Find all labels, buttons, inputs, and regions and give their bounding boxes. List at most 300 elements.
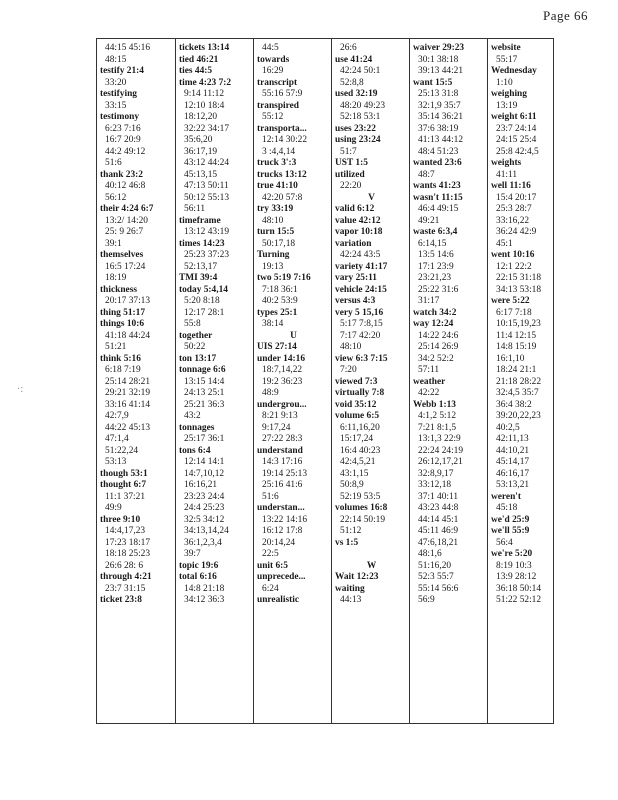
index-term: view 6:3 7:15 xyxy=(335,353,388,364)
index-column-5 xyxy=(409,39,487,723)
index-reference: 26:12,17,21 xyxy=(418,457,463,467)
section-letter-label: V xyxy=(358,193,385,205)
index-reference: 41:13 44:12 xyxy=(418,135,464,145)
index-reference: 39:1 xyxy=(105,238,122,249)
index-reference: 16:16,21 xyxy=(184,480,218,490)
index-reference: 18:19 xyxy=(105,273,127,283)
index-term: unrealistic xyxy=(257,595,300,605)
index-term: true 41:10 xyxy=(257,181,298,191)
index-term: thought 6:7 xyxy=(100,480,147,490)
index-reference: 39:7 xyxy=(184,549,201,559)
index-reference: 6:17 7:18 xyxy=(496,307,532,318)
index-term: tied 46:21 xyxy=(179,54,219,65)
index-term: weather xyxy=(413,376,446,387)
index-reference: 47:13 50:11 xyxy=(184,181,229,191)
index-reference: 39:20,22,23 xyxy=(496,411,541,421)
index-reference: 7:18 36:1 xyxy=(262,284,298,295)
index-reference: 15:17,24 xyxy=(340,434,374,444)
index-reference: 55:17 xyxy=(496,54,518,65)
index-reference: 48:10 xyxy=(262,215,284,226)
index-term: tonnages xyxy=(179,422,215,433)
index-term: two 5:19 7:16 xyxy=(257,273,311,283)
index-reference: 48:4 51:23 xyxy=(418,146,459,157)
index-reference: 6:23 7:16 xyxy=(105,123,141,134)
index-spacer xyxy=(335,549,408,561)
index-reference: 49:9 xyxy=(105,503,122,513)
index-reference: 32:1,9 35:7 xyxy=(418,100,461,111)
section-letter-label: U xyxy=(280,331,307,343)
index-reference: 22:15 31:18 xyxy=(496,273,542,283)
index-reference: 33:12,18 xyxy=(418,480,452,490)
index-reference: 55:12 xyxy=(262,112,284,122)
index-term: vapor 10:18 xyxy=(335,227,383,237)
index-reference: 31:17 xyxy=(418,296,440,306)
index-reference: 22:14 50:19 xyxy=(340,514,386,525)
index-reference: 57:11 xyxy=(418,365,440,375)
index-reference: 42:24 43:5 xyxy=(340,250,381,260)
index-reference: 16:7 20:9 xyxy=(105,135,141,145)
index-reference: 44:13 xyxy=(340,595,362,605)
index-reference: 13:12 43:19 xyxy=(184,227,230,237)
section-letter xyxy=(257,331,330,343)
index-term: valid 6:12 xyxy=(335,204,375,214)
index-term: want 15:5 xyxy=(413,77,453,88)
index-reference: 51:12 xyxy=(340,526,362,536)
index-term: testifying xyxy=(100,89,137,99)
index-reference: 6:24 xyxy=(262,583,279,594)
index-reference: 16:5 17:24 xyxy=(105,261,146,272)
index-reference: 26:6 28: 6 xyxy=(105,560,144,571)
index-term: testify 21:4 xyxy=(100,66,144,76)
index-column-1 xyxy=(97,39,175,723)
index-reference: 24:13 25:1 xyxy=(184,388,225,398)
index-reference: 36:18 50:14 xyxy=(496,583,542,594)
index-term: weight 6:11 xyxy=(491,112,537,122)
index-reference: 14:3 17:16 xyxy=(262,457,303,467)
index-term: their 4:24 6:7 xyxy=(100,204,154,214)
index-term: we'll 55:9 xyxy=(491,526,530,536)
index-reference: 18:24 21:1 xyxy=(496,365,537,375)
index-term: Webb 1:13 xyxy=(413,399,456,410)
index-reference: 50:8,9 xyxy=(340,480,364,490)
index-term: thickness xyxy=(100,284,137,295)
index-term: weights xyxy=(491,158,522,168)
index-reference: 37:1 40:11 xyxy=(418,491,459,502)
index-reference: 7:20 xyxy=(340,365,357,375)
index-reference: 36:24 42:9 xyxy=(496,227,537,237)
index-reference: 37:6 38:19 xyxy=(418,123,459,134)
index-reference: 25: 9 26:7 xyxy=(105,227,144,237)
index-reference: 12:10 18:4 xyxy=(184,100,225,111)
index-term: tickets 13:14 xyxy=(179,43,230,53)
index-term: time 4:23 7:2 xyxy=(179,77,232,88)
index-reference: 32:5 34:12 xyxy=(184,514,225,525)
index-reference: 6:11,16,20 xyxy=(340,422,380,433)
index-reference: 55:14 56:6 xyxy=(418,583,459,594)
index-reference: 22:24 24:19 xyxy=(418,445,464,456)
index-reference: 21:18 28:22 xyxy=(496,376,542,387)
index-reference: 25:14 28:21 xyxy=(105,376,151,387)
index-term: through 4:21 xyxy=(100,572,152,582)
index-term: unprecede... xyxy=(257,572,306,582)
index-term: transcript xyxy=(257,77,298,88)
index-reference: 49:21 xyxy=(418,215,440,226)
index-reference: 56:4 xyxy=(496,537,513,548)
index-reference: 13:2/ 14:20 xyxy=(105,215,148,226)
index-reference: 5:20 8:18 xyxy=(184,296,220,306)
index-reference: 53:13,21 xyxy=(496,480,530,490)
index-term: tons 6:4 xyxy=(179,445,211,456)
index-reference: 44:14 45:1 xyxy=(418,514,459,525)
index-reference: 50:12 55:13 xyxy=(184,192,230,203)
index-reference: 14:4,17,23 xyxy=(105,526,146,536)
index-reference: 8:19 10:3 xyxy=(496,560,532,571)
index-term: themselves xyxy=(100,250,144,260)
index-reference: 55:8 xyxy=(184,319,201,329)
index-reference: 14:8 15:19 xyxy=(496,342,537,352)
index-column-2 xyxy=(175,39,253,723)
index-term: were 5:22 xyxy=(491,296,530,306)
index-reference: 34:13,14,24 xyxy=(184,526,229,536)
index-reference: 43:23 44:8 xyxy=(418,503,459,513)
index-reference: 55:16 57:9 xyxy=(262,89,303,99)
index-term: things 10:6 xyxy=(100,319,145,329)
index-reference: 42:24 50:1 xyxy=(340,66,381,76)
index-term: went 10:16 xyxy=(491,250,535,260)
index-term: vehicle 24:15 xyxy=(335,284,387,295)
index-term: ton 13:17 xyxy=(179,353,217,364)
index-reference: 13:5 14:6 xyxy=(418,250,454,260)
index-term: vs 1:5 xyxy=(335,537,359,548)
index-reference: 12:1 22:2 xyxy=(496,261,532,272)
index-term: we'd 25:9 xyxy=(491,514,530,525)
index-reference: 25:3 28:7 xyxy=(496,204,532,214)
index-term: turn 15:5 xyxy=(257,227,295,237)
index-reference: 44:10,21 xyxy=(496,445,530,456)
index-term: try 33:19 xyxy=(257,204,294,214)
index-reference: 13:1,3 22:9 xyxy=(418,434,461,444)
index-reference: 45:18 xyxy=(496,503,518,513)
index-reference: 25:17 36:1 xyxy=(184,434,225,444)
index-reference: 52:3 55:7 xyxy=(418,572,454,582)
index-reference: 7:21 8:1,5 xyxy=(418,422,457,433)
index-reference: 23:7 24:14 xyxy=(496,123,537,134)
index-reference: 27:22 28:3 xyxy=(262,434,303,444)
index-reference: 51:22 52:12 xyxy=(496,595,542,605)
index-reference: 47:6,18,21 xyxy=(418,537,459,548)
index-reference: 18:18 25:23 xyxy=(105,549,151,559)
index-term: unit 6:5 xyxy=(257,560,288,571)
index-reference: 46:4 49:15 xyxy=(418,204,459,214)
index-reference: 29:21 32:19 xyxy=(105,388,151,398)
index-reference: 34:12 36:3 xyxy=(184,595,225,605)
index-term: total 6:16 xyxy=(179,572,217,582)
section-letter xyxy=(335,561,408,573)
index-reference: 16:1,10 xyxy=(496,353,525,364)
index-reference: 45:11 46:9 xyxy=(418,526,459,536)
index-reference: 51:6 xyxy=(105,158,122,168)
index-reference: 51:7 xyxy=(340,146,357,157)
index-term: weighing xyxy=(491,89,527,99)
index-reference: 10:15,19,23 xyxy=(496,319,541,329)
index-term: Wednesday xyxy=(491,66,537,76)
index-term: virtually 7:8 xyxy=(335,388,385,398)
index-reference: 44:2 49:12 xyxy=(105,146,146,157)
index-term: weren't xyxy=(491,491,522,502)
index-term: volume 6:5 xyxy=(335,411,380,421)
index-reference: 42:22 xyxy=(418,388,440,398)
index-term: used 32:19 xyxy=(335,89,378,99)
index-reference: 36:4 38:2 xyxy=(496,399,532,410)
index-reference: 6:14,15 xyxy=(418,238,447,249)
index-column-6 xyxy=(487,39,555,723)
index-reference: 33:16,22 xyxy=(496,215,530,226)
index-term: void 35:12 xyxy=(335,399,377,410)
index-reference: 9:17,24 xyxy=(262,422,291,433)
index-reference: 11:1 37:21 xyxy=(105,491,146,502)
index-reference: 43:12 44:24 xyxy=(184,158,230,168)
index-reference: 51:16,20 xyxy=(418,560,452,571)
index-reference: 46:16,17 xyxy=(496,468,530,479)
margin-mark: ·: xyxy=(17,384,24,395)
section-letter-label: W xyxy=(357,561,386,573)
index-reference: 22:5 xyxy=(262,549,279,559)
index-term: towards xyxy=(257,54,290,65)
index-reference: 32:4,5 35:7 xyxy=(496,388,539,398)
index-reference: 48:10 xyxy=(340,342,362,352)
index-term: together xyxy=(179,330,213,341)
index-reference: 41:11 xyxy=(496,169,518,180)
index-term: Turning xyxy=(257,250,290,260)
index-reference: 12:14 30:22 xyxy=(262,135,308,145)
index-reference: 41:18 44:24 xyxy=(105,330,151,341)
index-term: TMI 39:4 xyxy=(179,273,218,283)
index-reference: 1:10 xyxy=(496,77,513,88)
index-reference: 13:19 xyxy=(496,100,518,111)
index-reference: 56:12 xyxy=(105,192,127,203)
index-reference: 3 :4,4,14 xyxy=(262,146,296,157)
index-reference: 16:12 17:8 xyxy=(262,526,303,536)
index-reference: 48:15 xyxy=(105,54,127,65)
index-reference: 34:13 53:18 xyxy=(496,284,542,295)
index-term: testimony xyxy=(100,112,140,122)
index-reference: 36:17,19 xyxy=(184,146,218,157)
index-term: types 25:1 xyxy=(257,307,298,318)
index-reference: 12:14 14:1 xyxy=(184,457,225,467)
index-reference: 47:1,4 xyxy=(105,434,129,444)
index-reference: 51:21 xyxy=(105,342,127,352)
index-reference: 13:9 28:12 xyxy=(496,572,537,582)
index-reference: 42:4,5,21 xyxy=(340,457,376,467)
index-reference: 48:1,6 xyxy=(418,549,442,559)
index-reference: 30:1 38:18 xyxy=(418,54,459,65)
index-reference: 18:7,14,22 xyxy=(262,365,303,375)
index-reference: 32:22 34:17 xyxy=(184,123,230,134)
index-term: truck 3':3 xyxy=(257,158,297,168)
index-reference: 23:23 24:4 xyxy=(184,491,225,502)
index-reference: 56:9 xyxy=(418,595,435,605)
index-term: thank 23:2 xyxy=(100,169,143,180)
index-reference: 25:22 31:6 xyxy=(418,284,459,295)
index-reference: 51:6 xyxy=(262,491,279,502)
index-term: times 14:23 xyxy=(179,238,225,249)
index-reference: 25:23 37:23 xyxy=(184,250,230,260)
index-reference: 33:20 xyxy=(105,77,127,88)
index-reference: 52:19 53:5 xyxy=(340,491,381,502)
index-term: well 11:16 xyxy=(491,181,531,191)
index-reference: 48:7 xyxy=(418,169,435,180)
index-term: using 23:24 xyxy=(335,135,381,145)
index-reference: 19:13 xyxy=(262,261,284,272)
index-reference: 45:14,17 xyxy=(496,457,530,467)
index-term: think 5:16 xyxy=(100,353,141,364)
index-reference: 35:6,20 xyxy=(184,135,213,145)
index-reference: 15:4 20:17 xyxy=(496,192,537,203)
index-reference: 52:8,8 xyxy=(340,77,364,88)
index-reference: 18:12,20 xyxy=(184,112,218,122)
index-reference: 44:22 45:13 xyxy=(105,422,151,433)
index-reference: 20:17 37:13 xyxy=(105,296,151,306)
index-reference: 42:20 57:8 xyxy=(262,192,303,203)
index-reference: 6:18 7:19 xyxy=(105,365,141,375)
index-reference: 23:7 31:15 xyxy=(105,583,146,594)
index-reference: 44:15 45:16 xyxy=(105,43,151,53)
index-reference: 40:2,5 xyxy=(496,422,520,433)
index-reference: 17:1 23:9 xyxy=(418,261,454,272)
index-column-3 xyxy=(253,39,331,723)
index-reference: 13:15 14:4 xyxy=(184,376,225,387)
index-reference: 32:8,9,17 xyxy=(418,468,454,479)
index-reference: 25:14 26:9 xyxy=(418,342,459,352)
index-term: wants 41:23 xyxy=(413,181,461,191)
section-letter xyxy=(335,193,408,205)
index-term: variety 41:17 xyxy=(335,261,388,272)
index-reference: 51:22,24 xyxy=(105,445,139,456)
index-reference: 39:13 44:21 xyxy=(418,66,464,76)
index-reference: 26:6 xyxy=(340,43,357,53)
index-reference: 16:4 40:23 xyxy=(340,445,381,456)
index-reference: 23:21,23 xyxy=(418,273,452,283)
index-reference: 24:15 25:4 xyxy=(496,135,537,145)
index-term: wanted 23:6 xyxy=(413,158,462,168)
index-term: utilized xyxy=(335,169,365,180)
index-reference: 50:17,18 xyxy=(262,238,296,249)
index-reference: 16:29 xyxy=(262,66,284,76)
index-term: Wait 12:23 xyxy=(335,572,379,582)
index-term: UIS 27:14 xyxy=(257,342,297,352)
index-term: understan... xyxy=(257,503,305,513)
index-term: three 9:10 xyxy=(100,514,141,525)
index-term: waiting xyxy=(335,583,365,594)
index-reference: 36:1,2,3,4 xyxy=(184,537,222,548)
index-term: watch 34:2 xyxy=(413,307,457,318)
index-reference: 14:22 24:6 xyxy=(418,330,459,341)
index-reference: 48:9 xyxy=(262,388,279,398)
index-reference: 45:13,15 xyxy=(184,169,218,180)
index-term: wasn't 11:15 xyxy=(413,192,463,203)
index-term: under 14:16 xyxy=(257,353,306,364)
index-reference: 43:1,15 xyxy=(340,468,369,479)
index-term: ties 44:5 xyxy=(179,66,213,76)
index-reference: 11:4 12:15 xyxy=(496,330,537,341)
index-term: understand xyxy=(257,445,303,456)
index-term: website xyxy=(491,43,521,53)
index-term: versus 4:3 xyxy=(335,296,376,306)
index-reference: 12:17 28:1 xyxy=(184,307,225,318)
index-reference: 20:14,24 xyxy=(262,537,296,548)
index-term: variation xyxy=(335,238,372,249)
index-reference: 5:17 7:8,15 xyxy=(340,319,383,329)
index-term: vary 25:11 xyxy=(335,273,377,283)
index-reference: 52:13,17 xyxy=(184,261,218,272)
index-term: though 53:1 xyxy=(100,468,148,479)
index-reference: 35:14 36:21 xyxy=(418,112,464,122)
index-reference: 56:11 xyxy=(184,204,206,214)
index-reference: 48:20 49:23 xyxy=(340,100,386,111)
index-reference: 52:18 53:1 xyxy=(340,112,381,122)
index-reference: 7:17 42:20 xyxy=(340,330,381,341)
index-term: use 41:24 xyxy=(335,54,373,65)
index-reference: 42:7,9 xyxy=(105,411,129,421)
index-reference: 22:20 xyxy=(340,181,362,191)
index-reference: 8:21 9:13 xyxy=(262,411,298,421)
index-reference: 40:2 53:9 xyxy=(262,296,298,306)
index-reference: 13:22 14:16 xyxy=(262,514,308,525)
index-term: tonnage 6:6 xyxy=(179,365,226,375)
index-reference: 33:15 xyxy=(105,100,127,111)
index-reference: 25:8 42:4,5 xyxy=(496,146,539,157)
index-term: ticket 23:8 xyxy=(100,595,142,605)
index-reference: 14:8 21:18 xyxy=(184,583,225,594)
index-term: UST 1:5 xyxy=(335,158,368,168)
index-term: we're 5:20 xyxy=(491,549,533,559)
index-term: today 5:4,14 xyxy=(179,284,228,295)
index-reference: 25:21 36:3 xyxy=(184,399,225,410)
index-reference: 14:7,10,12 xyxy=(184,468,225,479)
index-reference: 24:4 25:23 xyxy=(184,503,225,513)
index-reference: 42:11,13 xyxy=(496,434,529,444)
index-reference: 45:1 xyxy=(496,238,513,249)
index-term: transpired xyxy=(257,100,300,111)
index-term: timeframe xyxy=(179,215,221,226)
index-term: uses 23:22 xyxy=(335,123,376,134)
index-term: way 12:24 xyxy=(413,319,454,329)
index-term: thing 51:17 xyxy=(100,307,146,318)
word-index-table xyxy=(96,38,554,724)
index-reference: 9:14 11:12 xyxy=(184,89,225,99)
index-reference: 44:5 xyxy=(262,43,279,53)
index-term: topic 19:6 xyxy=(179,560,219,571)
index-term: waste 6:3,4 xyxy=(413,227,458,237)
index-term: very 5 15,16 xyxy=(335,307,384,318)
page-number: Page 66 xyxy=(542,8,588,23)
index-reference: 17:23 18:17 xyxy=(105,537,151,548)
index-reference: 19:2 36:23 xyxy=(262,376,303,387)
index-reference: 33:16 41:14 xyxy=(105,399,151,410)
index-reference: 50:22 xyxy=(184,342,206,352)
index-term: trucks 13:12 xyxy=(257,169,307,180)
index-reference: 34:2 52:2 xyxy=(418,353,454,364)
index-reference: 25:13 31:8 xyxy=(418,89,459,99)
index-reference: 4:1,2 5:12 xyxy=(418,411,457,421)
index-reference: 53:13 xyxy=(105,457,127,467)
index-term: viewed 7:3 xyxy=(335,376,378,387)
index-term: waiver 29:23 xyxy=(413,43,465,53)
index-reference: 40:12 46:8 xyxy=(105,181,146,191)
index-term: value 42:12 xyxy=(335,215,381,226)
index-reference: 38:14 xyxy=(262,319,284,329)
index-column-4 xyxy=(331,39,409,723)
